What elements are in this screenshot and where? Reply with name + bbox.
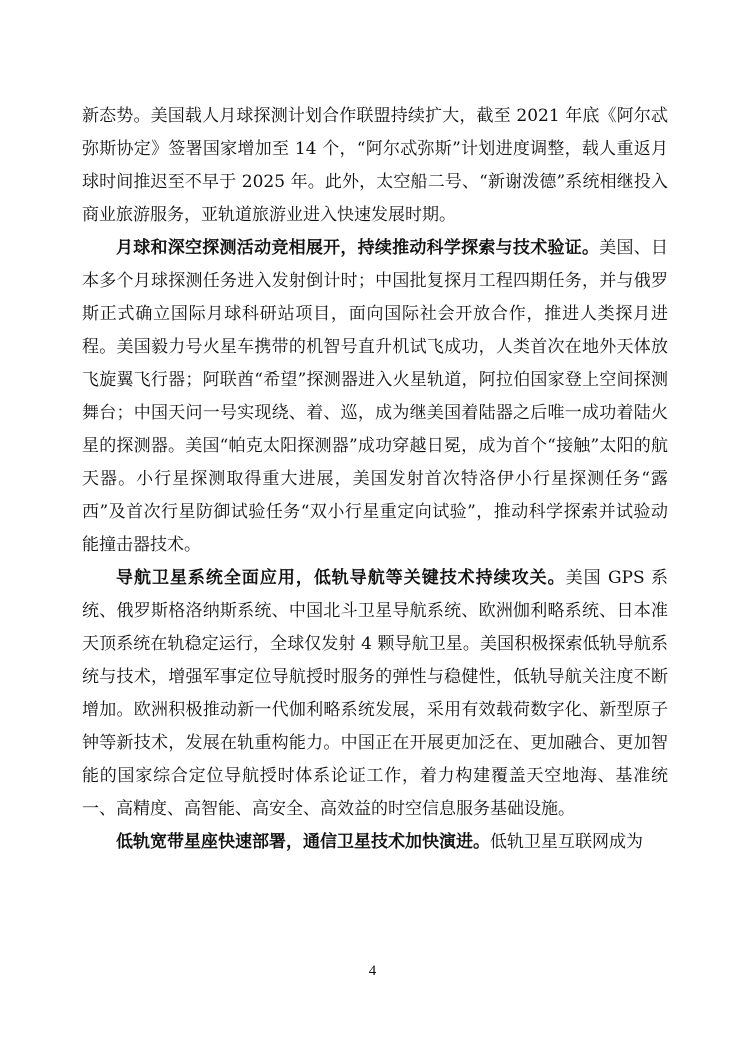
paragraph-navigation	[82, 562, 668, 826]
paragraph-lead: 低轨宽带星座快速部署，通信卫星技术加快演进。	[116, 832, 490, 852]
paragraph-text: 美国、日本多个月球探测任务进入发射倒计时；中国批复探月工程四期任务，并与俄罗斯正式确立国际月球科研站项目，面向国际社会开放合作，推进人类探月进程。美国毅力号火星车携带的机智号直升机试飞成功，人类首次在地外天体放飞旋翼飞行器；阿联酋“希望”探测器进入火星轨道，阿拉伯国家登上空间探测舞台；中国天问一号实现绕、着、巡，成为继美国着陆器之后唯一成功着陆火星的探测器。美国“帕克太阳探测器”成功穿越日冕，成为首个“接触”太阳的航天器。小行星探测取得重大进展，美国发射首次特洛伊小行星探测任务“露西”及首次行星防御试验任务“双小行星重定向试验”，推动科学探索并试验动能撞击器技术。	[82, 238, 669, 555]
paragraph-text: 美国 GPS 系统、俄罗斯格洛纳斯系统、中国北斗卫星导航系统、欧洲伽利略系统、日本准天顶系统在轨稳定运行，全球仅发射 4 颗导航卫星。美国积极探索低轨导航系统与技术，增强军事定位导航授时服务的弹性与稳健性，低轨导航关注度不断增加。欧洲积极推动新一代伽利略系统发展，采用有效载荷数字化、新型原子钟等新技术，发展在轨重构能力。中国正在开展更加泛在、更加融合、更加智能的国家综合定位导航授时体系论证工作，着力构建覆盖天空地海、基准统一、高精度、高智能、高安全、高效益的时空信息服务基础设施。	[82, 568, 668, 819]
body-text	[82, 100, 668, 859]
paragraph-continuation	[82, 100, 668, 232]
paragraph-lead: 导航卫星系统全面应用，低轨导航等关键技术持续攻关。	[116, 568, 566, 588]
paragraph-lead: 月球和深空探测活动竞相展开，持续推动科学探索与技术验证。	[116, 238, 600, 258]
paragraph-lunar-deep-space	[82, 232, 668, 562]
paragraph-text: 低轨卫星互联网成为	[490, 832, 643, 852]
paragraph-text: 新态势。美国载人月球探测计划合作联盟持续扩大，截至 2021 年底《阿尔忒弥斯协定》签署国家增加至 14 个，“阿尔忒弥斯”计划进度调整，载人重返月球时间推迟至不早于 2025 年。此外，太空船二号、“新谢泼德”系统相继投入商业旅游服务，亚轨道旅游业进入快速发展时期。	[82, 106, 668, 225]
page-number: 4	[368, 963, 377, 979]
paragraph-broadband	[82, 826, 668, 859]
